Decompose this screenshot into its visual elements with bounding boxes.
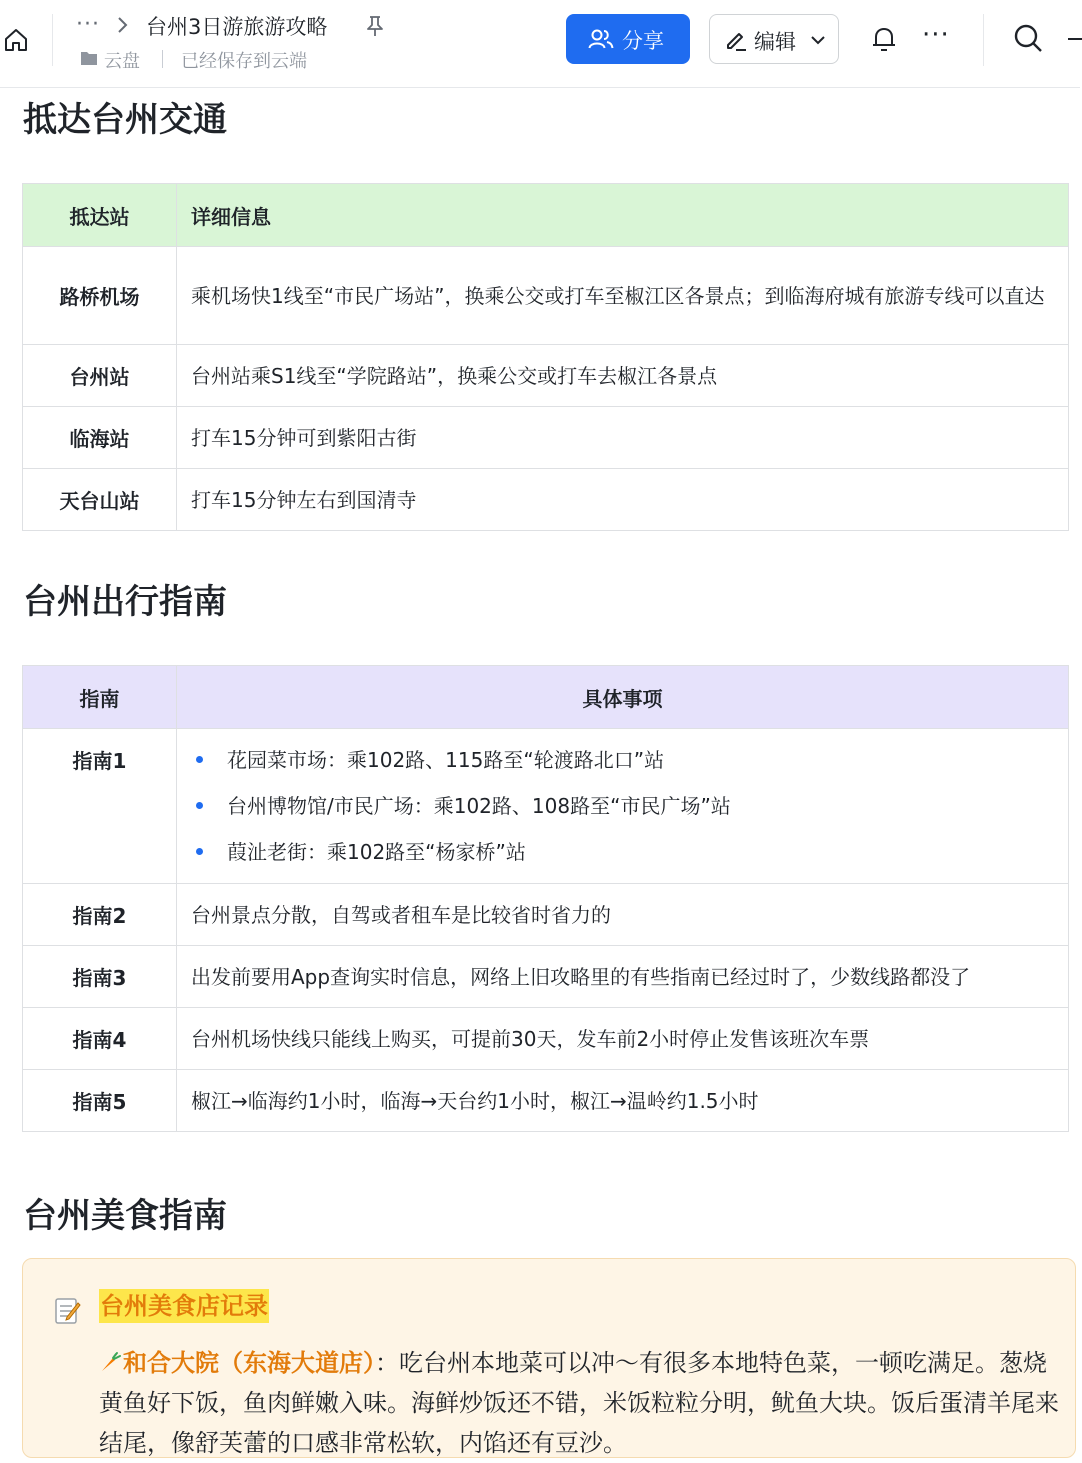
bullet-icon xyxy=(196,756,203,763)
detail-cell: 打车15分钟可到紫阳古街 xyxy=(177,407,1069,469)
food-callout xyxy=(22,1258,1076,1458)
table-row xyxy=(23,884,1069,946)
guide-label-cell: 指南2 xyxy=(23,884,177,946)
folder-icon xyxy=(80,50,98,66)
guide-detail-cell: 椒江→临海约1小时，临海→天台约1小时，椒江→温岭约1.5小时 xyxy=(177,1070,1069,1132)
table-row xyxy=(23,1070,1069,1132)
divider xyxy=(162,50,163,68)
table-header-row xyxy=(23,666,1069,729)
table-header-cell: 详细信息 xyxy=(177,184,1069,247)
table-header-cell: 指南 xyxy=(23,666,177,729)
users-icon xyxy=(588,27,614,51)
top-bar xyxy=(0,0,1080,88)
guide-detail-cell: 台州机场快线只能线上购买，可提前30天，发车前2小时停止发售该班次车票 xyxy=(177,1008,1069,1070)
guide-detail-cell xyxy=(177,729,1069,884)
guide-detail-cell: 台州景点分散，自驾或者租车是比较省时省力的 xyxy=(177,884,1069,946)
shop-description: ：吃台州本地菜可以冲～有很多本地特色菜，一顿吃满足。葱烧黄鱼好下饭，鱼肉鲜嫩入味。海鲜炒饭还不错，米饭粒粒分明，鱿鱼大块。饭后蛋清羊尾来结尾，像舒芙蕾的口感非常松软，内馅还有豆沙。 xyxy=(99,1349,1059,1457)
chevron-right-icon xyxy=(116,14,130,36)
table-row xyxy=(23,247,1069,345)
bell-icon[interactable] xyxy=(870,24,898,54)
cloud-folder-link[interactable]: 云盘 xyxy=(104,51,140,72)
search-icon[interactable] xyxy=(1012,22,1044,54)
heading-guide: 台州出行指南 xyxy=(23,582,227,622)
bullet-icon xyxy=(196,802,203,809)
share-button-label: 分享 xyxy=(622,29,664,53)
bullet-icon xyxy=(196,848,203,855)
doc-title[interactable]: 台州3日游旅游攻略 xyxy=(146,15,328,39)
list-item xyxy=(191,737,1054,783)
pencil-icon xyxy=(724,28,748,52)
save-status: 已经保存到云端 xyxy=(181,51,307,72)
bullet-list xyxy=(191,729,1054,883)
edit-mode-button[interactable] xyxy=(709,14,839,64)
shop-name: 和合大院（东海大道店） xyxy=(123,1349,375,1377)
divider xyxy=(52,14,53,66)
home-icon[interactable] xyxy=(2,26,30,54)
breadcrumb-more-button[interactable]: ··· xyxy=(76,12,100,37)
heading-food: 台州美食指南 xyxy=(23,1196,227,1236)
callout-body xyxy=(99,1343,1063,1463)
guide-detail-cell: 出发前要用App查询实时信息，网络上旧攻略里的有些指南已经过时了，少数线路都没了 xyxy=(177,946,1069,1008)
list-item-text: 台州博物馆/市民广场：乘102路、108路至“市民广场”站 xyxy=(227,794,731,818)
table-header-cell: 具体事项 xyxy=(177,666,1069,729)
heading-transport: 抵达台州交通 xyxy=(23,100,227,140)
list-item xyxy=(191,829,1054,875)
guide-label-cell: 指南1 xyxy=(23,729,177,884)
carrot-icon xyxy=(99,1351,121,1373)
memo-icon xyxy=(53,1295,81,1325)
share-button[interactable] xyxy=(566,14,690,64)
table-row xyxy=(23,345,1069,407)
list-item xyxy=(191,783,1054,829)
table-row xyxy=(23,469,1069,531)
collapse-icon[interactable] xyxy=(1068,38,1082,40)
list-item-text: 葭沚老街：乘102路至“杨家桥”站 xyxy=(227,840,526,864)
guide-label-cell: 指南4 xyxy=(23,1008,177,1070)
guide-label-cell: 指南3 xyxy=(23,946,177,1008)
guide-label-cell: 指南5 xyxy=(23,1070,177,1132)
callout-title: 台州美食店记录 xyxy=(99,1289,269,1323)
transport-table xyxy=(22,183,1069,531)
table-row xyxy=(23,407,1069,469)
more-options-button[interactable]: ··· xyxy=(922,20,950,50)
table-row xyxy=(23,1008,1069,1070)
table-header-row xyxy=(23,184,1069,247)
list-item-text: 花园菜市场：乘102路、115路至“轮渡路北口”站 xyxy=(227,748,665,772)
guide-table xyxy=(22,665,1069,1132)
table-row xyxy=(23,946,1069,1008)
edit-button-label: 编辑 xyxy=(754,30,796,54)
detail-cell: 台州站乘S1线至“学院路站”，换乘公交或打车去椒江各景点 xyxy=(177,345,1069,407)
table-row xyxy=(23,729,1069,884)
station-cell: 天台山站 xyxy=(23,469,177,531)
pin-icon[interactable] xyxy=(364,14,386,38)
station-cell: 台州站 xyxy=(23,345,177,407)
divider xyxy=(983,14,984,66)
station-cell: 路桥机场 xyxy=(23,247,177,345)
detail-cell: 打车15分钟左右到国清寺 xyxy=(177,469,1069,531)
detail-cell: 乘机场快1线至“市民广场站”，换乘公交或打车至椒江区各景点；到临海府城有旅游专线可以直达 xyxy=(177,247,1069,345)
chevron-down-icon xyxy=(810,33,826,47)
station-cell: 临海站 xyxy=(23,407,177,469)
table-header-cell: 抵达站 xyxy=(23,184,177,247)
